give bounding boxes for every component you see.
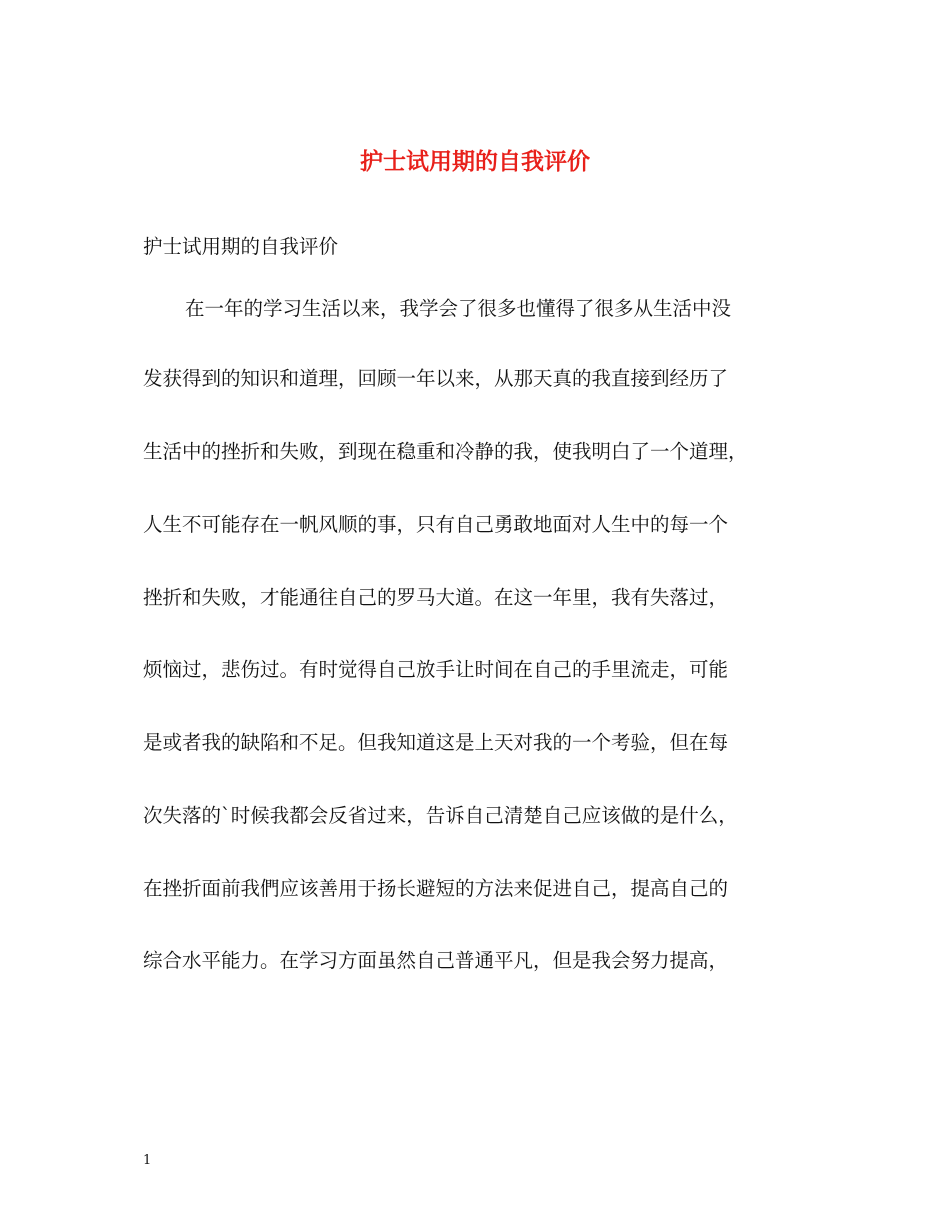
body-line: 烦恼过，悲伤过。有时觉得自己放手让时间在自己的手里流走，可能 [143, 658, 729, 681]
body-line: 发获得到的知识和道理，回顾一年以来，从那天真的我直接到经历了 [143, 367, 729, 390]
body-line: 人生不可能存在一帆风顺的事，只有自己勇敢地面对人生中的每一个 [143, 513, 729, 536]
body-line: 在一年的学习生活以来，我学会了很多也懂得了很多从生活中没 [185, 297, 732, 320]
document-subtitle: 护士试用期的自我评价 [143, 235, 339, 258]
body-line: 挫折和失败，才能通往自己的罗马大道。在这一年里，我有失落过， [143, 586, 729, 609]
body-line: 是或者我的缺陷和不足。但我知道这是上天对我的一个考验，但在每 [143, 731, 729, 754]
body-line: 次失落的`时候我都会反省过来，告诉自己清楚自己应该做的是什么， [143, 804, 738, 827]
body-line: 生活中的挫折和失败，到现在稳重和冷静的我，使我明白了一个道理， [143, 440, 748, 463]
page-number: 1 [143, 1153, 152, 1168]
body-line: 在挫折面前我們应该善用于扬长避短的方法来促进自己，提高自己的 [143, 877, 729, 900]
body-line: 综合水平能力。在学习方面虽然自己普通平凡，但是我会努力提高， [143, 949, 729, 972]
document-title: 护士试用期的自我评价 [360, 148, 590, 175]
